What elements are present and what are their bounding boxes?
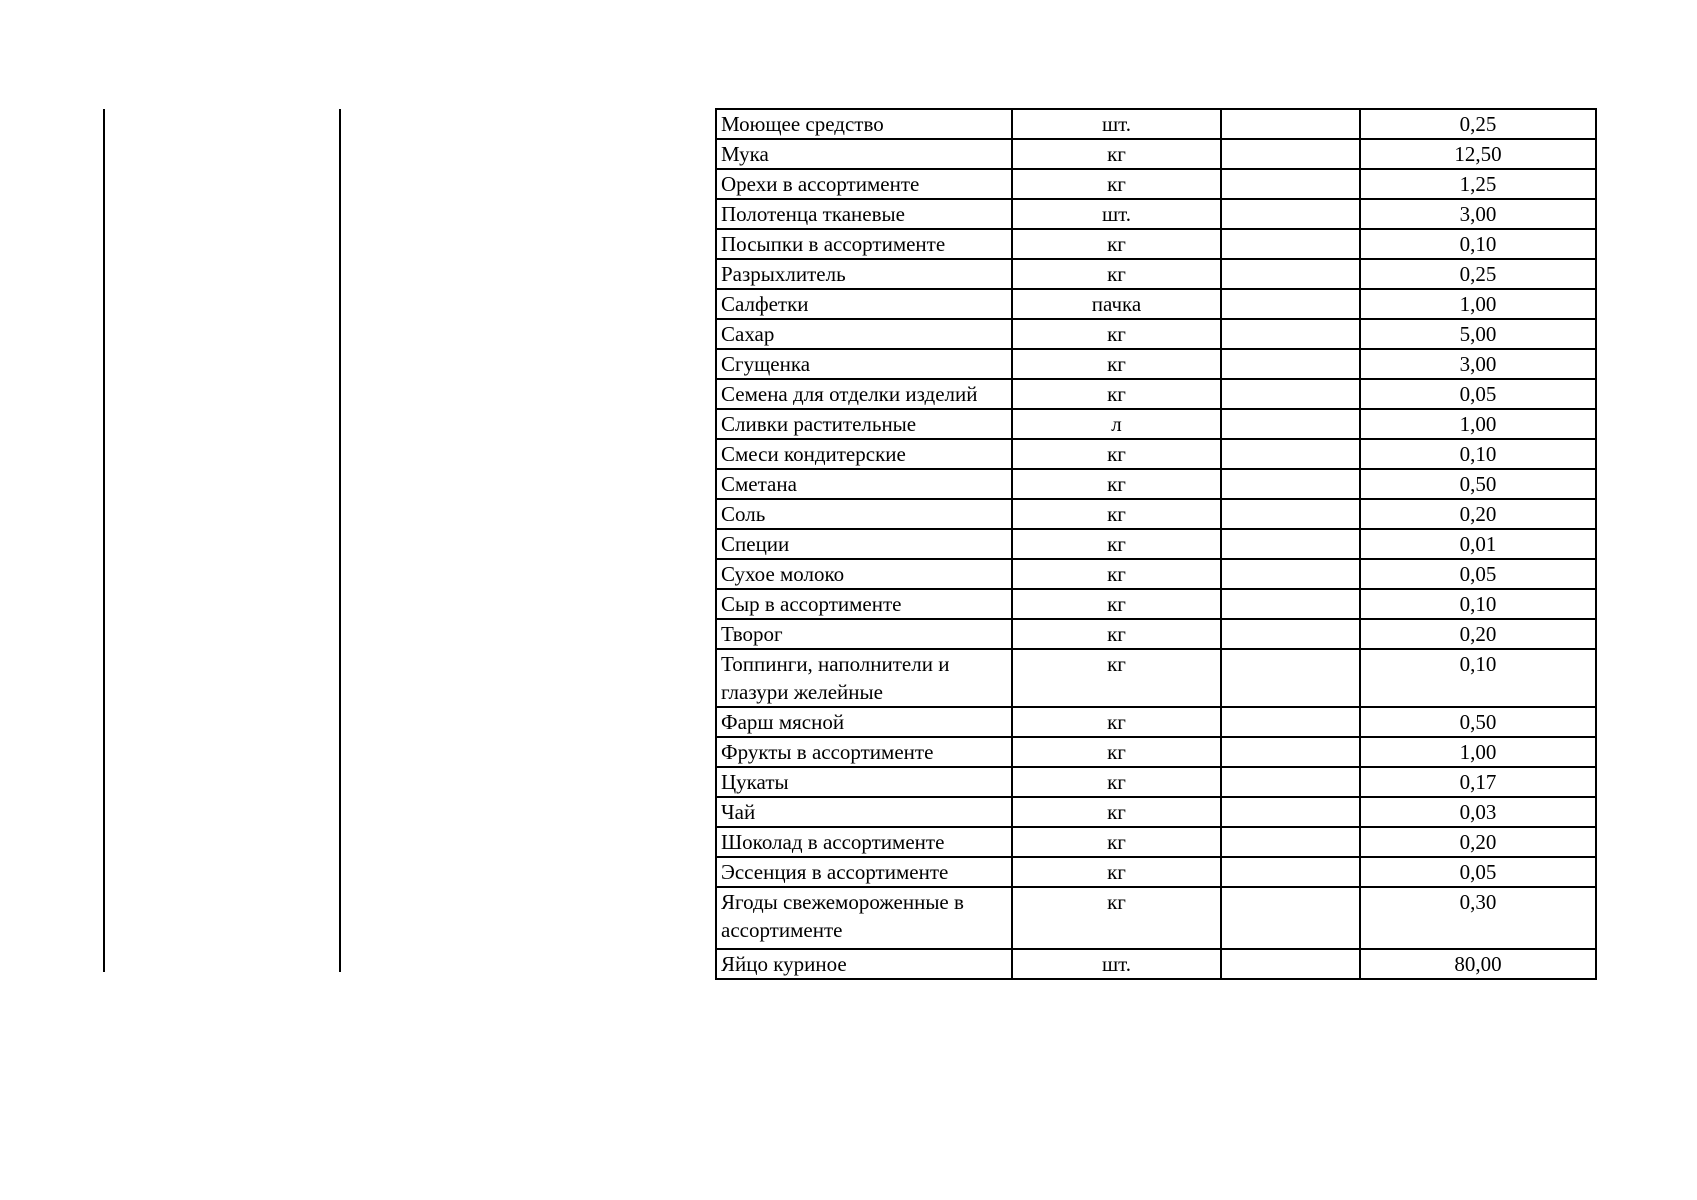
quantity-cell: 1,00: [1360, 289, 1596, 319]
item-name-cell: Салфетки: [716, 289, 1012, 319]
unit-cell: кг: [1012, 469, 1221, 499]
empty-cell: [1221, 439, 1360, 469]
unit-cell: кг: [1012, 139, 1221, 169]
table-row: [716, 169, 1596, 199]
table-row: [716, 827, 1596, 857]
empty-cell: [1221, 827, 1360, 857]
item-name-cell: Семена для отделки изделий: [716, 379, 1012, 409]
table-row: [716, 887, 1596, 949]
quantity-cell: 0,01: [1360, 529, 1596, 559]
quantity-cell: 0,05: [1360, 379, 1596, 409]
table-row: [716, 469, 1596, 499]
item-name-cell: Сливки растительные: [716, 409, 1012, 439]
table-row: [716, 409, 1596, 439]
item-name-cell: Мука: [716, 139, 1012, 169]
table-row: [716, 439, 1596, 469]
quantity-cell: 0,17: [1360, 767, 1596, 797]
supplies-table-body: [716, 109, 1596, 979]
unit-cell: кг: [1012, 707, 1221, 737]
item-name-cell: Цукаты: [716, 767, 1012, 797]
quantity-cell: 1,25: [1360, 169, 1596, 199]
item-name-cell: Соль: [716, 499, 1012, 529]
empty-cell: [1221, 319, 1360, 349]
quantity-cell: 5,00: [1360, 319, 1596, 349]
quantity-cell: 0,05: [1360, 559, 1596, 589]
empty-cell: [1221, 737, 1360, 767]
unit-cell: л: [1012, 409, 1221, 439]
unit-cell: кг: [1012, 529, 1221, 559]
empty-cell: [1221, 259, 1360, 289]
quantity-cell: 0,20: [1360, 827, 1596, 857]
item-name-cell: Эссенция в ассортименте: [716, 857, 1012, 887]
quantity-cell: 0,10: [1360, 229, 1596, 259]
empty-cell: [1221, 379, 1360, 409]
empty-cell: [1221, 169, 1360, 199]
empty-cell: [1221, 199, 1360, 229]
table-row: [716, 499, 1596, 529]
quantity-cell: 0,03: [1360, 797, 1596, 827]
item-name-cell: Чай: [716, 797, 1012, 827]
empty-cell: [1221, 619, 1360, 649]
table-row: [716, 857, 1596, 887]
unit-cell: пачка: [1012, 289, 1221, 319]
empty-cell: [1221, 349, 1360, 379]
quantity-cell: 1,00: [1360, 737, 1596, 767]
empty-cell: [1221, 109, 1360, 139]
unit-cell: шт.: [1012, 199, 1221, 229]
quantity-cell: 0,10: [1360, 439, 1596, 469]
left-column-rule: [103, 109, 105, 972]
empty-cell: [1221, 139, 1360, 169]
unit-cell: кг: [1012, 827, 1221, 857]
unit-cell: шт.: [1012, 109, 1221, 139]
unit-cell: кг: [1012, 259, 1221, 289]
table-row: [716, 649, 1596, 707]
quantity-cell: 0,20: [1360, 499, 1596, 529]
empty-cell: [1221, 707, 1360, 737]
unit-cell: кг: [1012, 229, 1221, 259]
unit-cell: кг: [1012, 169, 1221, 199]
table-row: [716, 529, 1596, 559]
item-name-cell: Сметана: [716, 469, 1012, 499]
unit-cell: кг: [1012, 619, 1221, 649]
quantity-cell: 0,30: [1360, 887, 1596, 949]
item-name-cell: Топпинги, наполнители и глазури желейные: [716, 649, 1012, 707]
quantity-cell: 80,00: [1360, 949, 1596, 979]
item-name-cell: Специи: [716, 529, 1012, 559]
item-name-cell: Сухое молоко: [716, 559, 1012, 589]
supplies-table: [715, 108, 1597, 980]
quantity-cell: 3,00: [1360, 199, 1596, 229]
table-row: [716, 319, 1596, 349]
item-name-cell: Сыр в ассортименте: [716, 589, 1012, 619]
table-row: [716, 229, 1596, 259]
quantity-cell: 0,50: [1360, 469, 1596, 499]
quantity-cell: 1,00: [1360, 409, 1596, 439]
empty-cell: [1221, 797, 1360, 827]
empty-cell: [1221, 409, 1360, 439]
item-name-cell: Смеси кондитерские: [716, 439, 1012, 469]
table-row: [716, 619, 1596, 649]
table-row: [716, 949, 1596, 979]
empty-cell: [1221, 649, 1360, 707]
empty-cell: [1221, 529, 1360, 559]
middle-column-rule: [339, 109, 341, 972]
empty-cell: [1221, 887, 1360, 949]
table-row: [716, 349, 1596, 379]
table-row: [716, 589, 1596, 619]
table-row: [716, 109, 1596, 139]
item-name-cell: Сахар: [716, 319, 1012, 349]
empty-cell: [1221, 499, 1360, 529]
item-name-cell: Орехи в ассортименте: [716, 169, 1012, 199]
quantity-cell: 0,10: [1360, 589, 1596, 619]
quantity-cell: 0,05: [1360, 857, 1596, 887]
item-name-cell: Разрыхлитель: [716, 259, 1012, 289]
empty-cell: [1221, 767, 1360, 797]
unit-cell: кг: [1012, 349, 1221, 379]
quantity-cell: 0,25: [1360, 259, 1596, 289]
quantity-cell: 0,20: [1360, 619, 1596, 649]
empty-cell: [1221, 857, 1360, 887]
quantity-cell: 0,50: [1360, 707, 1596, 737]
quantity-cell: 0,25: [1360, 109, 1596, 139]
table-row: [716, 707, 1596, 737]
item-name-cell: Посыпки в ассортименте: [716, 229, 1012, 259]
unit-cell: кг: [1012, 379, 1221, 409]
table-row: [716, 289, 1596, 319]
unit-cell: кг: [1012, 737, 1221, 767]
empty-cell: [1221, 289, 1360, 319]
unit-cell: кг: [1012, 439, 1221, 469]
empty-cell: [1221, 949, 1360, 979]
table-row: [716, 379, 1596, 409]
unit-cell: шт.: [1012, 949, 1221, 979]
item-name-cell: Ягоды свежемороженные в ассортименте: [716, 887, 1012, 949]
unit-cell: кг: [1012, 559, 1221, 589]
empty-cell: [1221, 559, 1360, 589]
empty-cell: [1221, 229, 1360, 259]
empty-cell: [1221, 589, 1360, 619]
table-row: [716, 199, 1596, 229]
item-name-cell: Творог: [716, 619, 1012, 649]
quantity-cell: 12,50: [1360, 139, 1596, 169]
table-row: [716, 737, 1596, 767]
item-name-cell: Шоколад в ассортименте: [716, 827, 1012, 857]
item-name-cell: Сгущенка: [716, 349, 1012, 379]
item-name-cell: Моющее средство: [716, 109, 1012, 139]
unit-cell: кг: [1012, 319, 1221, 349]
unit-cell: кг: [1012, 857, 1221, 887]
item-name-cell: Фрукты в ассортименте: [716, 737, 1012, 767]
item-name-cell: Яйцо куриное: [716, 949, 1012, 979]
unit-cell: кг: [1012, 767, 1221, 797]
quantity-cell: 3,00: [1360, 349, 1596, 379]
table-row: [716, 767, 1596, 797]
unit-cell: кг: [1012, 499, 1221, 529]
table-row: [716, 139, 1596, 169]
quantity-cell: 0,10: [1360, 649, 1596, 707]
table-row: [716, 797, 1596, 827]
unit-cell: кг: [1012, 589, 1221, 619]
table-row: [716, 259, 1596, 289]
unit-cell: кг: [1012, 797, 1221, 827]
unit-cell: кг: [1012, 649, 1221, 707]
table-row: [716, 559, 1596, 589]
unit-cell: кг: [1012, 887, 1221, 949]
item-name-cell: Полотенца тканевые: [716, 199, 1012, 229]
item-name-cell: Фарш мясной: [716, 707, 1012, 737]
empty-cell: [1221, 469, 1360, 499]
